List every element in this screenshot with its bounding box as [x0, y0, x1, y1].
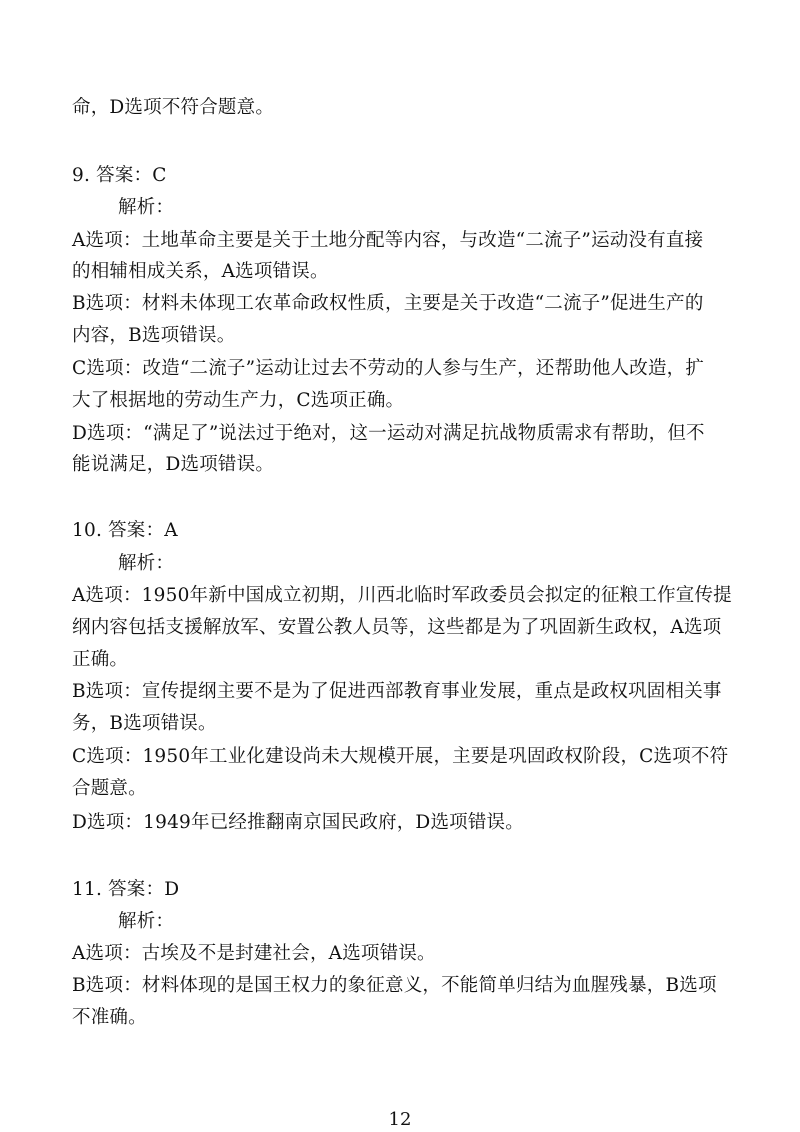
answer-heading-11: 11. 答案：D: [72, 879, 180, 900]
text-line: C选项：1950年工业化建设尚未大规模开展，主要是巩固政权阶段，C选项不符: [72, 746, 729, 767]
text-line: 纲内容包括支援解放军、安置公教人员等，这些都是为了巩固新生政权，A选项: [72, 617, 722, 638]
text-line: A选项：土地革命主要是关于土地分配等内容，与改造“二流子”运动没有直接: [72, 230, 704, 251]
text-line: 务，B选项错误。: [72, 713, 217, 734]
answer-heading-10: 10. 答案：A: [72, 520, 178, 541]
text-line: 内容，B选项错误。: [72, 325, 236, 346]
text-line: 命，D选项不符合题意。: [72, 97, 275, 118]
text-line: 大了根据地的劳动生产力，C选项正确。: [72, 390, 405, 411]
text-line: C选项：改造“二流子”运动让过去不劳动的人参与生产，还帮助他人改造，扩: [72, 358, 705, 379]
page-number: 12: [388, 1109, 412, 1130]
text-line: 合题意。: [72, 778, 147, 799]
text-line: 正确。: [72, 649, 129, 670]
text-line: D选项：“满足了”说法过于绝对，这一运动对满足抗战物质需求有帮助，但不: [72, 423, 705, 444]
analysis-label: 解析：: [118, 911, 175, 932]
text-line: B选项：宣传提纲主要不是为了促进西部教育事业发展，重点是政权巩固相关事: [72, 681, 722, 702]
text-line: 的相辅相成关系，A选项错误。: [72, 261, 329, 282]
text-line: 不准确。: [72, 1007, 147, 1028]
text-line: B选项：材料体现的是国王权力的象征意义，不能简单归结为血腥残暴，B选项: [72, 975, 717, 996]
text-line: A选项：1950年新中国成立初期，川西北临时军政委员会拟定的征粮工作宣传提: [72, 585, 732, 606]
analysis-label: 解析：: [118, 197, 175, 218]
text-line: 能说满足，D选项错误。: [72, 454, 275, 475]
text-line: D选项：1949年已经推翻南京国民政府，D选项错误。: [72, 812, 524, 833]
text-line: A选项：古埃及不是封建社会，A选项错误。: [72, 943, 436, 964]
text-line: B选项：材料未体现工农革命政权性质，主要是关于改造“二流子”促进生产的: [72, 293, 704, 314]
answer-heading-9: 9. 答案：C: [72, 165, 167, 186]
analysis-label: 解析：: [118, 553, 175, 574]
